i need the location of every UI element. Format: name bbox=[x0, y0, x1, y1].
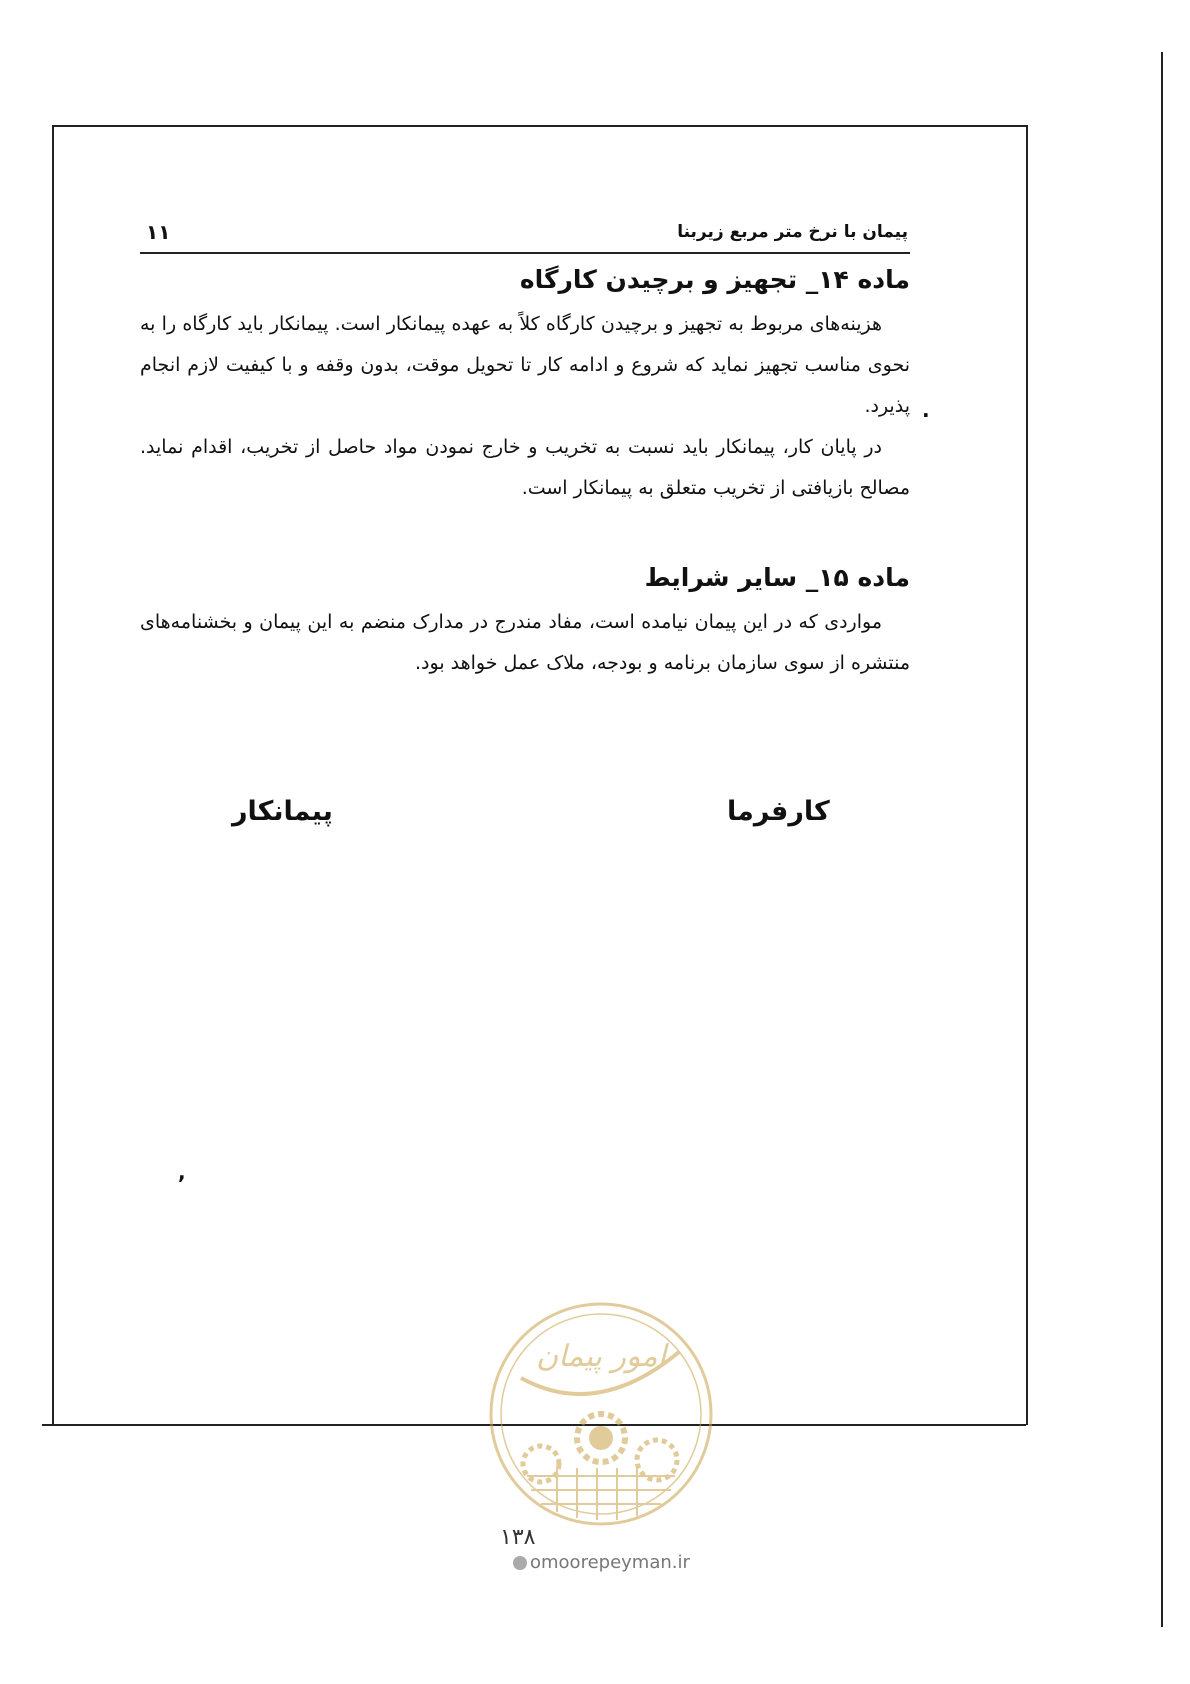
running-header bbox=[140, 218, 910, 254]
seal-text: امور پیمان bbox=[536, 1339, 666, 1374]
article-14-paragraph-2: در پایان کار، پیمانکار باید نسبت به تخریب و خارج نمودن مواد حاصل از تخریب، اقدام نماید. مصالح بازیافتی از تخریب متعلق به پیمانکار است. bbox=[140, 436, 910, 499]
signature-contractor: پیمانکار bbox=[232, 796, 333, 827]
article-15-paragraph-1: مواردی که در این پیمان نیامده است، مفاد مندرج در مدارک منضم به این پیمان و بخشنامه‌های منتشره از سوی سازمان برنامه و بودجه، ملاک عمل خواهد بود. bbox=[140, 611, 910, 674]
signature-employer: کارفرما bbox=[727, 796, 830, 827]
running-header-title: پیمان با نرخ متر مربع زیربنا bbox=[677, 222, 908, 242]
running-header-page-number: ۱۱ bbox=[146, 220, 171, 244]
watermark-url: omoorepeyman.ir bbox=[530, 1552, 690, 1573]
article-14 bbox=[140, 262, 910, 509]
article-14-heading: ماده ۱۴_ تجهیز و برچیدن کارگاه bbox=[519, 265, 910, 294]
article-15-heading: ماده ۱۵_ سایر شرایط bbox=[644, 563, 910, 592]
watermark-logo-icon bbox=[513, 1556, 527, 1570]
stray-comma: , bbox=[178, 1160, 186, 1184]
right-margin-rule bbox=[1161, 52, 1163, 1627]
watermark bbox=[513, 1552, 690, 1573]
seal-logo bbox=[487, 1300, 715, 1528]
stray-dot: . bbox=[922, 398, 930, 422]
article-15 bbox=[140, 560, 910, 684]
article-14-paragraph-1: هزینه‌های مربوط به تجهیز و برچیدن کارگاه کلاً به عهده پیمانکار است. پیمانکار باید کارگاه را به نحوی مناسب تجهیز نماید که شروع و ادامه کار تا تحویل موقت، بدون وقفه و با کیفیت لازم انجام پذیرد. bbox=[140, 313, 910, 417]
footer-page-number: ۱۳۸ bbox=[500, 1525, 536, 1550]
